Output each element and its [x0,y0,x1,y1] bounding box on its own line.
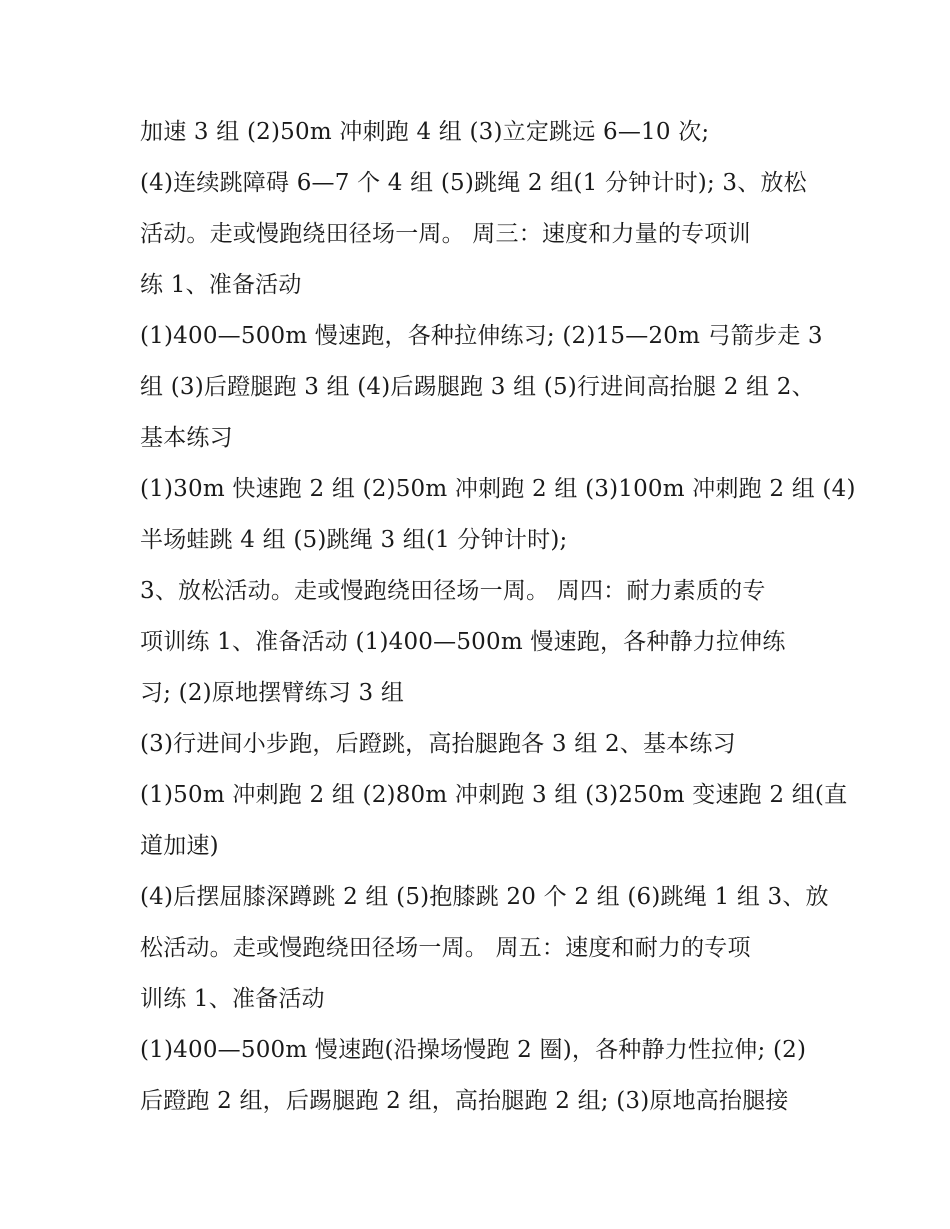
text-line: (4)连续跳障碍 6—7 个 4 组 (5)跳绳 2 组(1 分钟计时); 3、放松 [140,170,807,196]
document-body [140,107,856,1127]
text-line: (1)30m 快速跑 2 组 (2)50m 冲刺跑 2 组 (3)100m 冲刺跑 2 组 (4) [140,476,856,502]
text-line: 道加速) [140,833,219,859]
text-line: 习; (2)原地摆臂练习 3 组 [140,680,405,706]
text-line: 半场蛙跳 4 组 (5)跳绳 3 组(1 分钟计时); [140,527,568,553]
text-line: (1)400—500m 慢速跑，各种拉伸练习; (2)15—20m 弓箭步走 3 [140,323,823,349]
text-line: (3)行进间小步跑，后蹬跳，高抬腿跑各 3 组 2、基本练习 [140,731,736,757]
text-line: 项训练 1、准备活动 (1)400—500m 慢速跑，各种静力拉伸练 [140,629,786,655]
text-line: 3、放松活动。走或慢跑绕田径场一周。 周四：耐力素质的专 [140,578,766,604]
text-line: 练 1、准备活动 [140,272,302,298]
text-line: 松活动。走或慢跑绕田径场一周。 周五：速度和耐力的专项 [140,935,751,961]
text-line: (4)后摆屈膝深蹲跳 2 组 (5)抱膝跳 20 个 2 组 (6)跳绳 1 组 3、放 [140,884,829,910]
text-line: 活动。走或慢跑绕田径场一周。 周三：速度和力量的专项训 [140,221,751,247]
text-line: 后蹬跑 2 组，后踢腿跑 2 组，高抬腿跑 2 组; (3)原地高抬腿接 [140,1088,789,1114]
text-line: (1)400—500m 慢速跑(沿操场慢跑 2 圈)，各种静力性拉伸; (2) [140,1037,807,1063]
text-line: (1)50m 冲刺跑 2 组 (2)80m 冲刺跑 3 组 (3)250m 变速跑 2 组(直 [140,782,848,808]
text-line: 训练 1、准备活动 [140,986,325,1012]
text-line: 组 (3)后蹬腿跑 3 组 (4)后踢腿跑 3 组 (5)行进间高抬腿 2 组 2、 [140,374,815,400]
text-line: 基本练习 [140,425,233,451]
text-line: 加速 3 组 (2)50m 冲刺跑 4 组 (3)立定跳远 6—10 次; [140,119,710,145]
